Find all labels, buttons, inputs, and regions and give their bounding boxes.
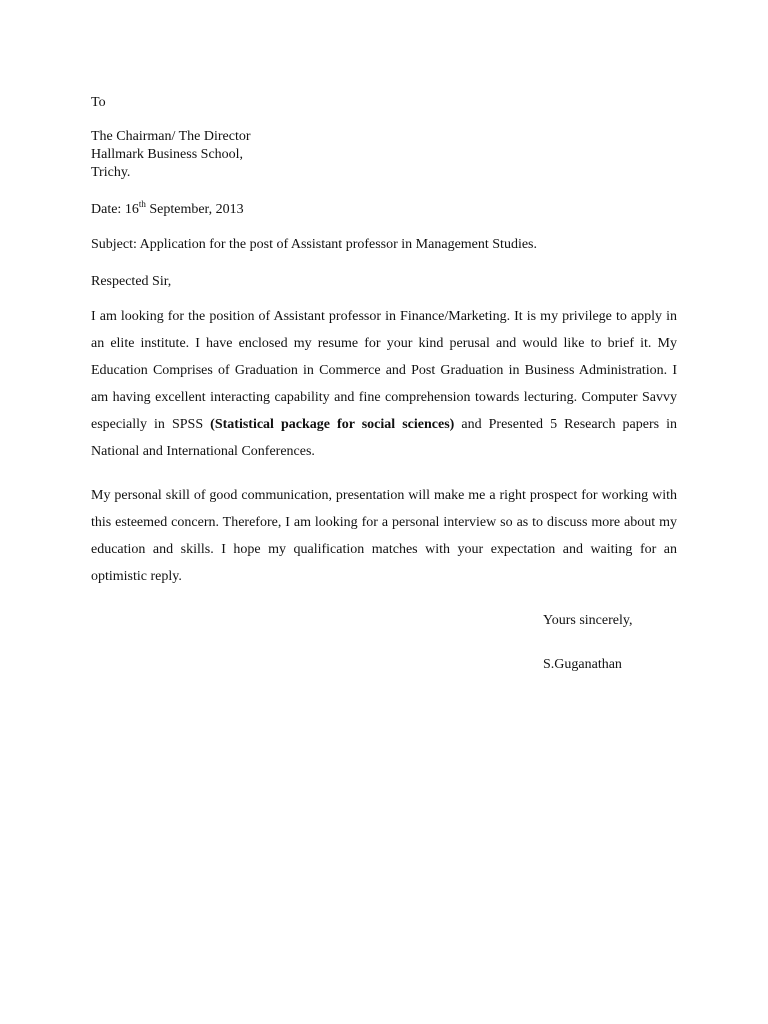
letter-subject: Subject: Application for the post of Assistant professor in Management Studies. <box>91 237 537 252</box>
recipient-line-3: Trichy. <box>91 165 131 180</box>
to-label: To <box>91 95 106 110</box>
recipient-address <box>91 128 251 182</box>
letter-date <box>91 201 244 219</box>
date-prefix: Date: 16 <box>91 202 139 217</box>
recipient-line-2: Hallmark Business School, <box>91 147 244 162</box>
date-ordinal-suffix: th <box>138 199 146 209</box>
paragraph-1-bold-text: (Statistical package for social sciences) <box>210 417 455 432</box>
salutation: Respected Sir, <box>91 274 172 289</box>
signature-name: S.Guganathan <box>543 657 622 672</box>
paragraph-1-text-end: and Presented 5 Research papers in National and International Conferences. <box>91 417 678 459</box>
paragraph-1-text: I am looking for the position of Assistant professor in Finance/Marketing. It is my privilege to apply in an elite institute. I have enclosed my resume for your kind perusal and would like to brief it. My Education Comprises of Graduation in Commerce and Post Graduation in Business Administration. I am having excellent interacting capability and fine comprehension towards lecturing. Computer Savvy especially in SPSS <box>91 309 677 432</box>
recipient-line-1: The Chairman/ The Director <box>91 129 251 144</box>
closing-phrase: Yours sincerely, <box>543 613 633 628</box>
body-paragraph-2: My personal skill of good communication, presentation will make me a right prospect for working with this esteemed concern. Therefore, I am looking for a personal interview so as to discuss more about my education and skills. I hope my qualification matches with your expectation and waiting for an optimistic reply. <box>91 488 677 584</box>
date-rest: September, 2013 <box>145 202 244 217</box>
body-paragraph-1 <box>91 303 677 465</box>
